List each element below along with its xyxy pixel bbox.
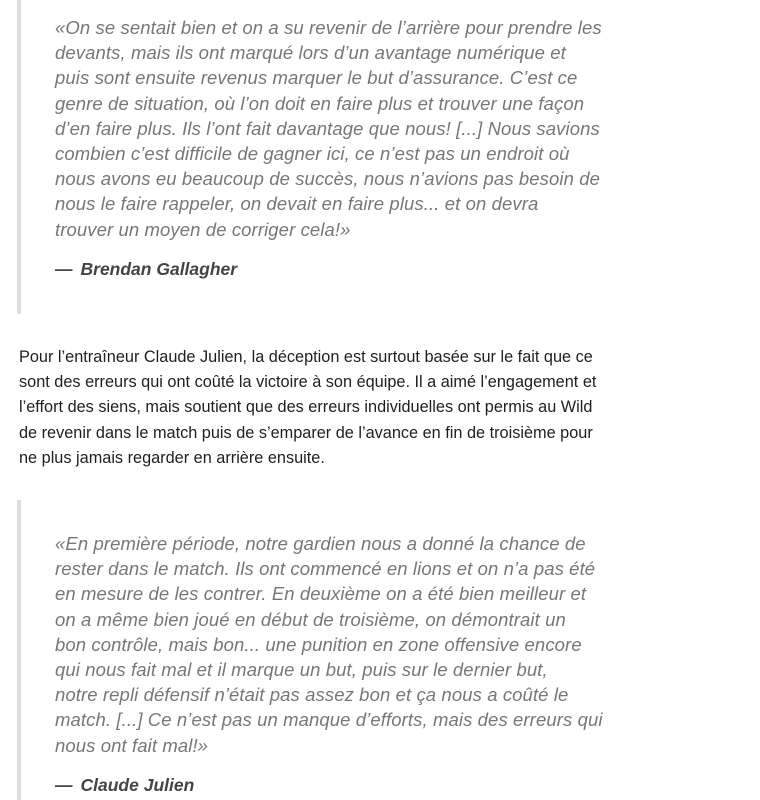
blockquote-julien xyxy=(17,500,717,800)
quote-text: «En première période, notre gardien nous a donné la chance de rester dans le match. Ils ont commencé en lions et on n’a pas été en mesure de les contrer. En deuxième on a été bien meilleur et on a même bien joué en début de troisième, on démontrait un bon contrôle, mais bon... une punition en zone offensive encore qui nous fait mal et il marque un but, puis sur le dernier but, notre repli défensif n’était pas assez bon et ça nous a coûté le match. [...] Ce n’est pas un manque d’efforts, mais des erreurs qui nous ont fait mal!» xyxy=(55,533,603,756)
article-paragraph: Pour l’entraîneur Claude Julien, la déception est surtout basée sur le fait que ce sont des erreurs qui ont coûté la victoire à son équipe. Il a aimé l’engagement et l’effort des siens, mais soutient que des erreurs individuelles ont permis au Wild de revenir dans le match puis de s’emparer de l’avance en fin de troisième pour ne plus jamais regarder en arrière ensuite. xyxy=(19,348,597,467)
quote-author xyxy=(55,259,237,280)
author-name: Brendan Gallagher xyxy=(80,259,238,279)
quote-author xyxy=(55,775,194,796)
author-dash: — xyxy=(55,259,73,279)
author-name: Claude Julien xyxy=(80,775,195,795)
blockquote-gallagher xyxy=(17,0,717,314)
author-dash: — xyxy=(55,775,73,795)
quote-text: «On se sentait bien et on a su revenir de l’arrière pour prendre les devants, mais ils ont marqué lors d’un avantage numérique et puis sont ensuite revenus marquer le but d’assurance. C’est ce genre de situation, où l’on doit en faire plus et trouver une façon d’en faire plus. Ils l’ont fait davantage que nous! [...] Nous savions combien c’est difficile de gagner ici, ce n’est pas un endroit où nous avons eu beaucoup de succès, nous n’avions pas besoin de nous le faire rappeler, on devait en faire plus... et on devra trouver un moyen de corriger cela!» xyxy=(55,17,602,240)
